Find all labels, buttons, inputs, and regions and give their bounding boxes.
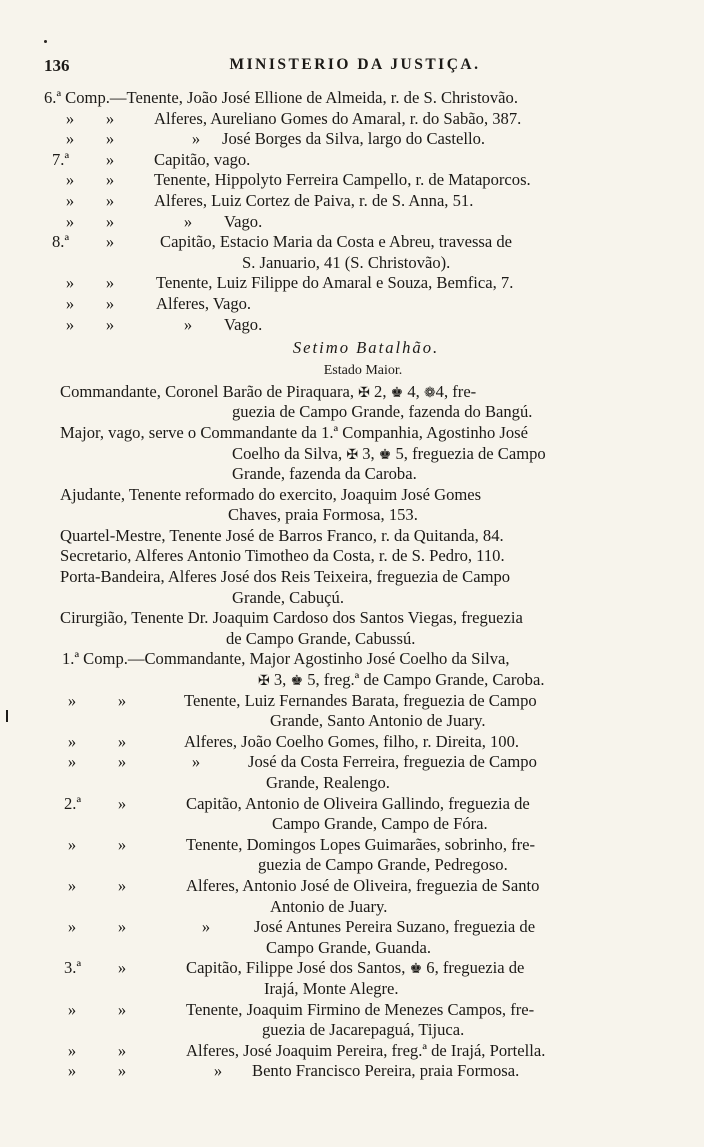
subsection-title: Estado Maior. [323,363,403,379]
text-line: » » Alferes, Aureliano Gomes do Amaral, r. do Sabão, 387. [65,108,522,128]
text-line: » » » José Borges da Silva, largo do Castello. [65,129,486,149]
text-line: » » Tenente, Joaquim Firmino de Menezes Campos, fre- [67,999,535,1019]
text-line: Grande, Realengo. [266,773,390,792]
text-line: » » Tenente, Domingos Lopes Guimarães, sobrinho, fre- [67,834,536,854]
text-line: » » » Vago. [65,211,263,231]
text-line: Campo Grande, Guanda. [266,937,431,957]
text-line: » » Alferes, João Coelho Gomes, filho, r. Direita, 100. [67,731,520,751]
text-line: Commandante, Coronel Barão de Piraquara, ✠ 2, ♚ 4, ❁4, fre- [60,381,477,401]
text-line: Antonio de Juary. [270,896,388,916]
text-line: » » » Bento Francisco Pereira, praia Formosa. [67,1061,520,1081]
text-line: Grande, Cabuçú. [232,587,344,607]
cross-icon: ✠ [358,385,370,401]
text-line: » » Alferes, Antonio José de Oliveira, freguezia de Santo [67,875,540,895]
text-line: Grande, Santo Antonio de Juary. [270,711,486,731]
medal-icon: ❁ [423,385,436,401]
text-line: 6.ª Comp.—Tenente, João José Ellione de Almeida, r. de S. Christovão. [44,88,518,107]
text-line: » » Tenente, Luiz Filippe do Amaral e Souza, Bemfica, 7. [65,273,514,293]
text-line: » » Alferes, José Joaquim Pereira, freg.ª de Irajá, Portella. [67,1040,546,1060]
text-line: Grande, fazenda da Caroba. [232,464,417,484]
text-line: 2.ª » Capitão, Antonio de Oliveira Gallindo, freguezia de [64,793,530,813]
text-line: Secretario, Alferes Antonio Timotheo da Costa, r. de S. Pedro, 110. [60,546,505,566]
text-line: » » Tenente, Hippolyto Ferreira Campello, r. de Mataporcos. [65,170,531,190]
text-body [0,88,704,1082]
text-line: » » Alferes, Luiz Cortez de Paiva, r. de S. Anna, 51. [65,190,474,210]
text-line: 7.ª » Capitão, vago. [52,149,251,169]
rose-order-icon: ♚ [409,962,423,978]
text-line: guezia de Campo Grande, fazenda do Bangú. [232,402,533,422]
text-line: Cirurgião, Tenente Dr. Joaquim Cardoso dos Santos Viegas, freguezia [60,608,523,628]
text-line: de Campo Grande, Cabussú. [226,628,416,648]
text-line: » » Tenente, Luiz Fernandes Barata, freguezia de Campo [67,690,537,710]
text-line: guezia de Jacarepaguá, Tijuca. [262,1020,465,1040]
rose-order-icon: ♚ [378,447,392,463]
text-line: 3.ª » Capitão, Filippe José dos Santos, ♚ 6, freguezia de [64,958,525,978]
text-line: Porta-Bandeira, Alferes José dos Reis Teixeira, freguezia de Campo [60,567,511,587]
text-line: S. Januario, 41 (S. Christovão). [242,252,451,272]
text-line: ✠ 3, ♚ 5, freg.ª de Campo Grande, Caroba. [258,670,545,690]
rose-order-icon: ♚ [390,385,404,401]
running-header [44,56,626,80]
ink-speck [44,40,47,43]
text-line: Irajá, Monte Alegre. [264,978,399,998]
text-line: » » » José Antunes Pereira Suzano, freguezia de [67,917,536,937]
text-line: » » » Vago. [65,314,263,334]
rose-order-icon: ♚ [290,674,304,690]
margin-mark [6,710,8,722]
cross-icon: ✠ [346,447,359,463]
page-number: 136 [44,56,70,75]
text-line: Coelho da Silva, ✠ 3, ♚ 5, freguezia de Campo [232,443,546,463]
text-line: Major, vago, serve o Commandante da 1.ª Companhia, Agostinho José [60,422,529,442]
text-line: 8.ª » Capitão, Estacio Maria da Costa e Abreu, travessa de [52,232,513,252]
text-line: Chaves, praia Formosa, 153. [228,505,418,525]
text-line: 1.ª Comp.—Commandante, Major Agostinho José Coelho da Silva, [62,649,510,669]
cross-icon: ✠ [258,674,270,690]
text-line: Ajudante, Tenente reformado do exercito, Joaquim José Gomes [60,484,482,504]
text-line: Quartel-Mestre, Tenente José de Barros Franco, r. da Quitanda, 84. [60,525,504,545]
text-line: guezia de Campo Grande, Pedregoso. [258,855,508,875]
text-line: » » Alferes, Vago. [65,293,252,313]
text-line: » » » José da Costa Ferreira, freguezia de Campo [67,752,537,772]
text-line: Campo Grande, Campo de Fóra. [272,814,488,834]
section-title: Setimo Batalhão. [292,338,440,358]
running-title: MINISTERIO DA JUSTIÇA. [229,56,481,73]
